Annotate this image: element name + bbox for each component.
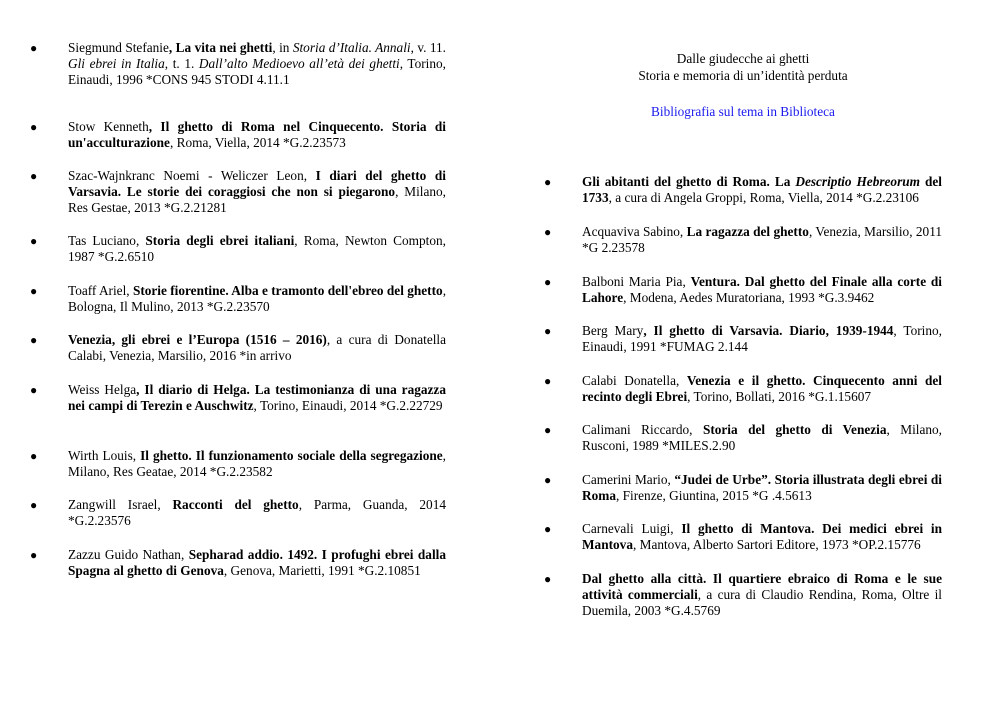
bullet-icon: ● (544, 473, 552, 487)
bullet-icon: ● (30, 498, 38, 512)
entry-text-segment: Gli abitanti del ghetto di Roma. La (582, 174, 796, 189)
bibliography-entry (30, 448, 446, 480)
entry-text-segment: Storia d’Italia. Annali (292, 40, 411, 55)
bullet-icon: ● (544, 175, 552, 189)
entry-text-segment: , Milano, Res Geatae, 2014 *G.2.23582 (68, 448, 446, 479)
bullet-icon: ● (30, 383, 38, 397)
entry-text-segment: , Torino, Einaudi, 2014 *G.2.22729 (253, 398, 443, 413)
bullet-icon: ● (30, 333, 38, 347)
bibliography-subtitle: Bibliografia sul tema in Biblioteca (651, 104, 835, 119)
entry-text-segment: Storie fiorentine. Alba e tramonto dell'ebreo del ghetto (132, 283, 443, 298)
entry-text-segment: Carnevali Luigi, (582, 521, 682, 536)
entry-text-segment: , Torino, Bollati, 2016 *G.1.15607 (687, 389, 872, 404)
bullet-icon: ● (30, 284, 38, 298)
bibliography-entry (30, 168, 446, 216)
entry-text-segment: Zangwill Israel, (68, 497, 173, 512)
entry-text-segment: Descriptio Hebreorum (795, 174, 920, 189)
entry-text-segment: Acquaviva Sabino, (582, 224, 687, 239)
entry-text-segment: Il ghetto. Il funzionamento sociale della segregazione (140, 448, 443, 463)
bullet-icon: ● (544, 374, 552, 388)
entry-text-segment: Venezia e il ghetto. Cinquecento anni del recinto degli Ebrei (582, 373, 942, 404)
entry-text-segment: Calabi Donatella, (582, 373, 687, 388)
entry-text-segment: Zazzu Guido Nathan, (68, 547, 189, 562)
entry-text-segment: La ragazza del ghetto (686, 224, 809, 239)
bibliography-entry (544, 521, 942, 553)
bibliography-entry (30, 547, 446, 579)
entry-text-segment: Sepharad addio. 1492. I profughi ebrei dalla Spagna al ghetto di Genova (68, 547, 446, 578)
entry-text-segment: Gli ebrei in Italia (68, 56, 165, 71)
bibliography-entry (544, 174, 942, 206)
bullet-icon: ● (544, 275, 552, 289)
bibliography-entry (544, 373, 942, 405)
entry-text-segment: Venezia, gli ebrei e l’Europa (1516 – 2016) (68, 332, 327, 347)
entry-text-segment: , Modena, Aedes Muratoriana, 1993 *G.3.9462 (623, 290, 875, 305)
entry-text-segment: Dall’alto Medioevo all’età dei ghetti (198, 56, 400, 71)
entry-text-segment: , Mantova, Alberto Sartori Editore, 1973 *OP.2.15776 (632, 537, 921, 552)
entry-text-segment: , Il ghetto di Roma nel Cinquecento. Storia di un'acculturazione (68, 119, 446, 150)
entry-text-segment: , Roma, Newton Compton, 1987 *G.2.6510 (68, 233, 446, 264)
entry-text-segment: , Milano, Rusconi, 1989 *MILES.2.90 (582, 422, 942, 453)
title-line-1: Dalle giudecche ai ghetti (676, 51, 810, 66)
entry-text-segment: Dal ghetto alla città. Il quartiere ebraico di Roma e le sue attività commerciali (582, 571, 942, 602)
entry-text-segment: , a cura di Angela Groppi, Roma, Viella, 2014 *G.2.23106 (608, 190, 919, 205)
bullet-icon: ● (30, 449, 38, 463)
entry-text-segment: , Il diario di Helga. La testimonianza di una ragazza nei campi di Terezin e Auschwitz (68, 382, 446, 413)
bullet-icon: ● (30, 120, 38, 134)
entry-text-segment: , Torino, Einaudi, 1996 *CONS 945 STODI 4.11.1 (68, 56, 446, 87)
bibliography-entry (30, 497, 446, 529)
entry-text-segment: , a cura di Donatella Calabi, Venezia, Marsilio, 2016 *in arrivo (68, 332, 447, 363)
bullet-icon: ● (30, 234, 38, 248)
entry-text-segment: Camerini Mario, (582, 472, 675, 487)
entry-text-segment: , v. 11. (410, 40, 446, 55)
bibliography-entry (30, 332, 446, 364)
entry-text-segment: Szac-Wajnkranc Noemi - Weliczer Leon, (68, 168, 316, 183)
bibliography-entry (30, 283, 446, 315)
entry-text-segment: , Genova, Marietti, 1991 *G.2.10851 (223, 563, 421, 578)
entry-text-segment: I diari del ghetto di Varsavia. Le storie dei coraggiosi che non si piegarono (68, 168, 446, 199)
entry-text-segment: del 1733 (582, 174, 942, 205)
bibliography-entry (30, 382, 446, 414)
entry-text-segment: “Judei de Urbe”. Storia illustrata degli ebrei di Roma (582, 472, 942, 503)
bibliography-entry (544, 472, 942, 504)
entry-text-segment: Ventura. Dal ghetto del Finale alla corte di Lahore (582, 274, 942, 305)
bullet-icon: ● (544, 572, 552, 586)
bibliography-entry (544, 422, 942, 454)
entry-text-segment: Tas Luciano, (68, 233, 146, 248)
entry-text-segment: Storia del ghetto di Venezia (702, 422, 887, 437)
entry-text-segment: , Milano, Res Gestae, 2013 *G.2.21281 (68, 184, 446, 215)
entry-text-segment: Calimani Riccardo, (582, 422, 703, 437)
entry-text-segment: Racconti del ghetto (172, 497, 299, 512)
bullet-icon: ● (544, 522, 552, 536)
entry-text-segment: Balboni Maria Pia, (582, 274, 691, 289)
entry-text-segment: Berg Mary (582, 323, 644, 338)
entry-text-segment: , La vita nei ghetti (168, 40, 273, 55)
bibliography-entry (544, 224, 942, 256)
entry-text-segment: Siegmund Stefanie (68, 40, 169, 55)
bullet-icon: ● (30, 169, 38, 183)
bibliography-entry (30, 233, 446, 265)
entry-text-segment: , Bologna, Il Mulino, 2013 *G.2.23570 (68, 283, 447, 314)
entry-text-segment: , Il ghetto di Varsavia. Diario, 1939-1944 (643, 323, 894, 338)
bibliography-entry (544, 571, 942, 619)
entry-text-segment: Weiss Helga (68, 382, 137, 397)
entry-text-segment: , Roma, Viella, 2014 *G.2.23573 (169, 135, 346, 150)
bullet-icon: ● (30, 41, 38, 55)
entry-text-segment: Toaff Ariel, (68, 283, 133, 298)
entry-text-segment: Stow Kenneth (68, 119, 149, 134)
title-line-2: Storia e memoria di un’identità perduta (638, 68, 848, 83)
bibliography-entry (30, 40, 446, 88)
bibliography-entry (544, 323, 942, 355)
entry-text-segment: , a cura di Claudio Rendina, Roma, Oltre il Duemila, 2003 *G.4.5769 (582, 587, 942, 618)
bullet-icon: ● (30, 548, 38, 562)
entry-text-segment: Wirth Louis, (68, 448, 141, 463)
bibliography-entry (30, 119, 446, 151)
bibliography-entry (544, 274, 942, 306)
entry-text-segment: , Torino, Einaudi, 1991 *FUMAG 2.144 (582, 323, 942, 354)
entry-text-segment: , Firenze, Giuntina, 2015 *G .4.5613 (615, 488, 812, 503)
bullet-icon: ● (544, 423, 552, 437)
entry-text-segment: , Venezia, Marsilio, 2011 *G 2.23578 (582, 224, 942, 255)
entry-text-segment: , t. 1. (164, 56, 199, 71)
bullet-icon: ● (544, 225, 552, 239)
entry-text-segment: , Parma, Guanda, 2014 *G.2.23576 (68, 497, 446, 528)
entry-text-segment: , in (272, 40, 293, 55)
entry-text-segment: Il ghetto di Mantova. Dei medici ebrei in Mantova (582, 521, 942, 552)
bullet-icon: ● (544, 324, 552, 338)
entry-text-segment: Storia degli ebrei italiani (145, 233, 295, 248)
